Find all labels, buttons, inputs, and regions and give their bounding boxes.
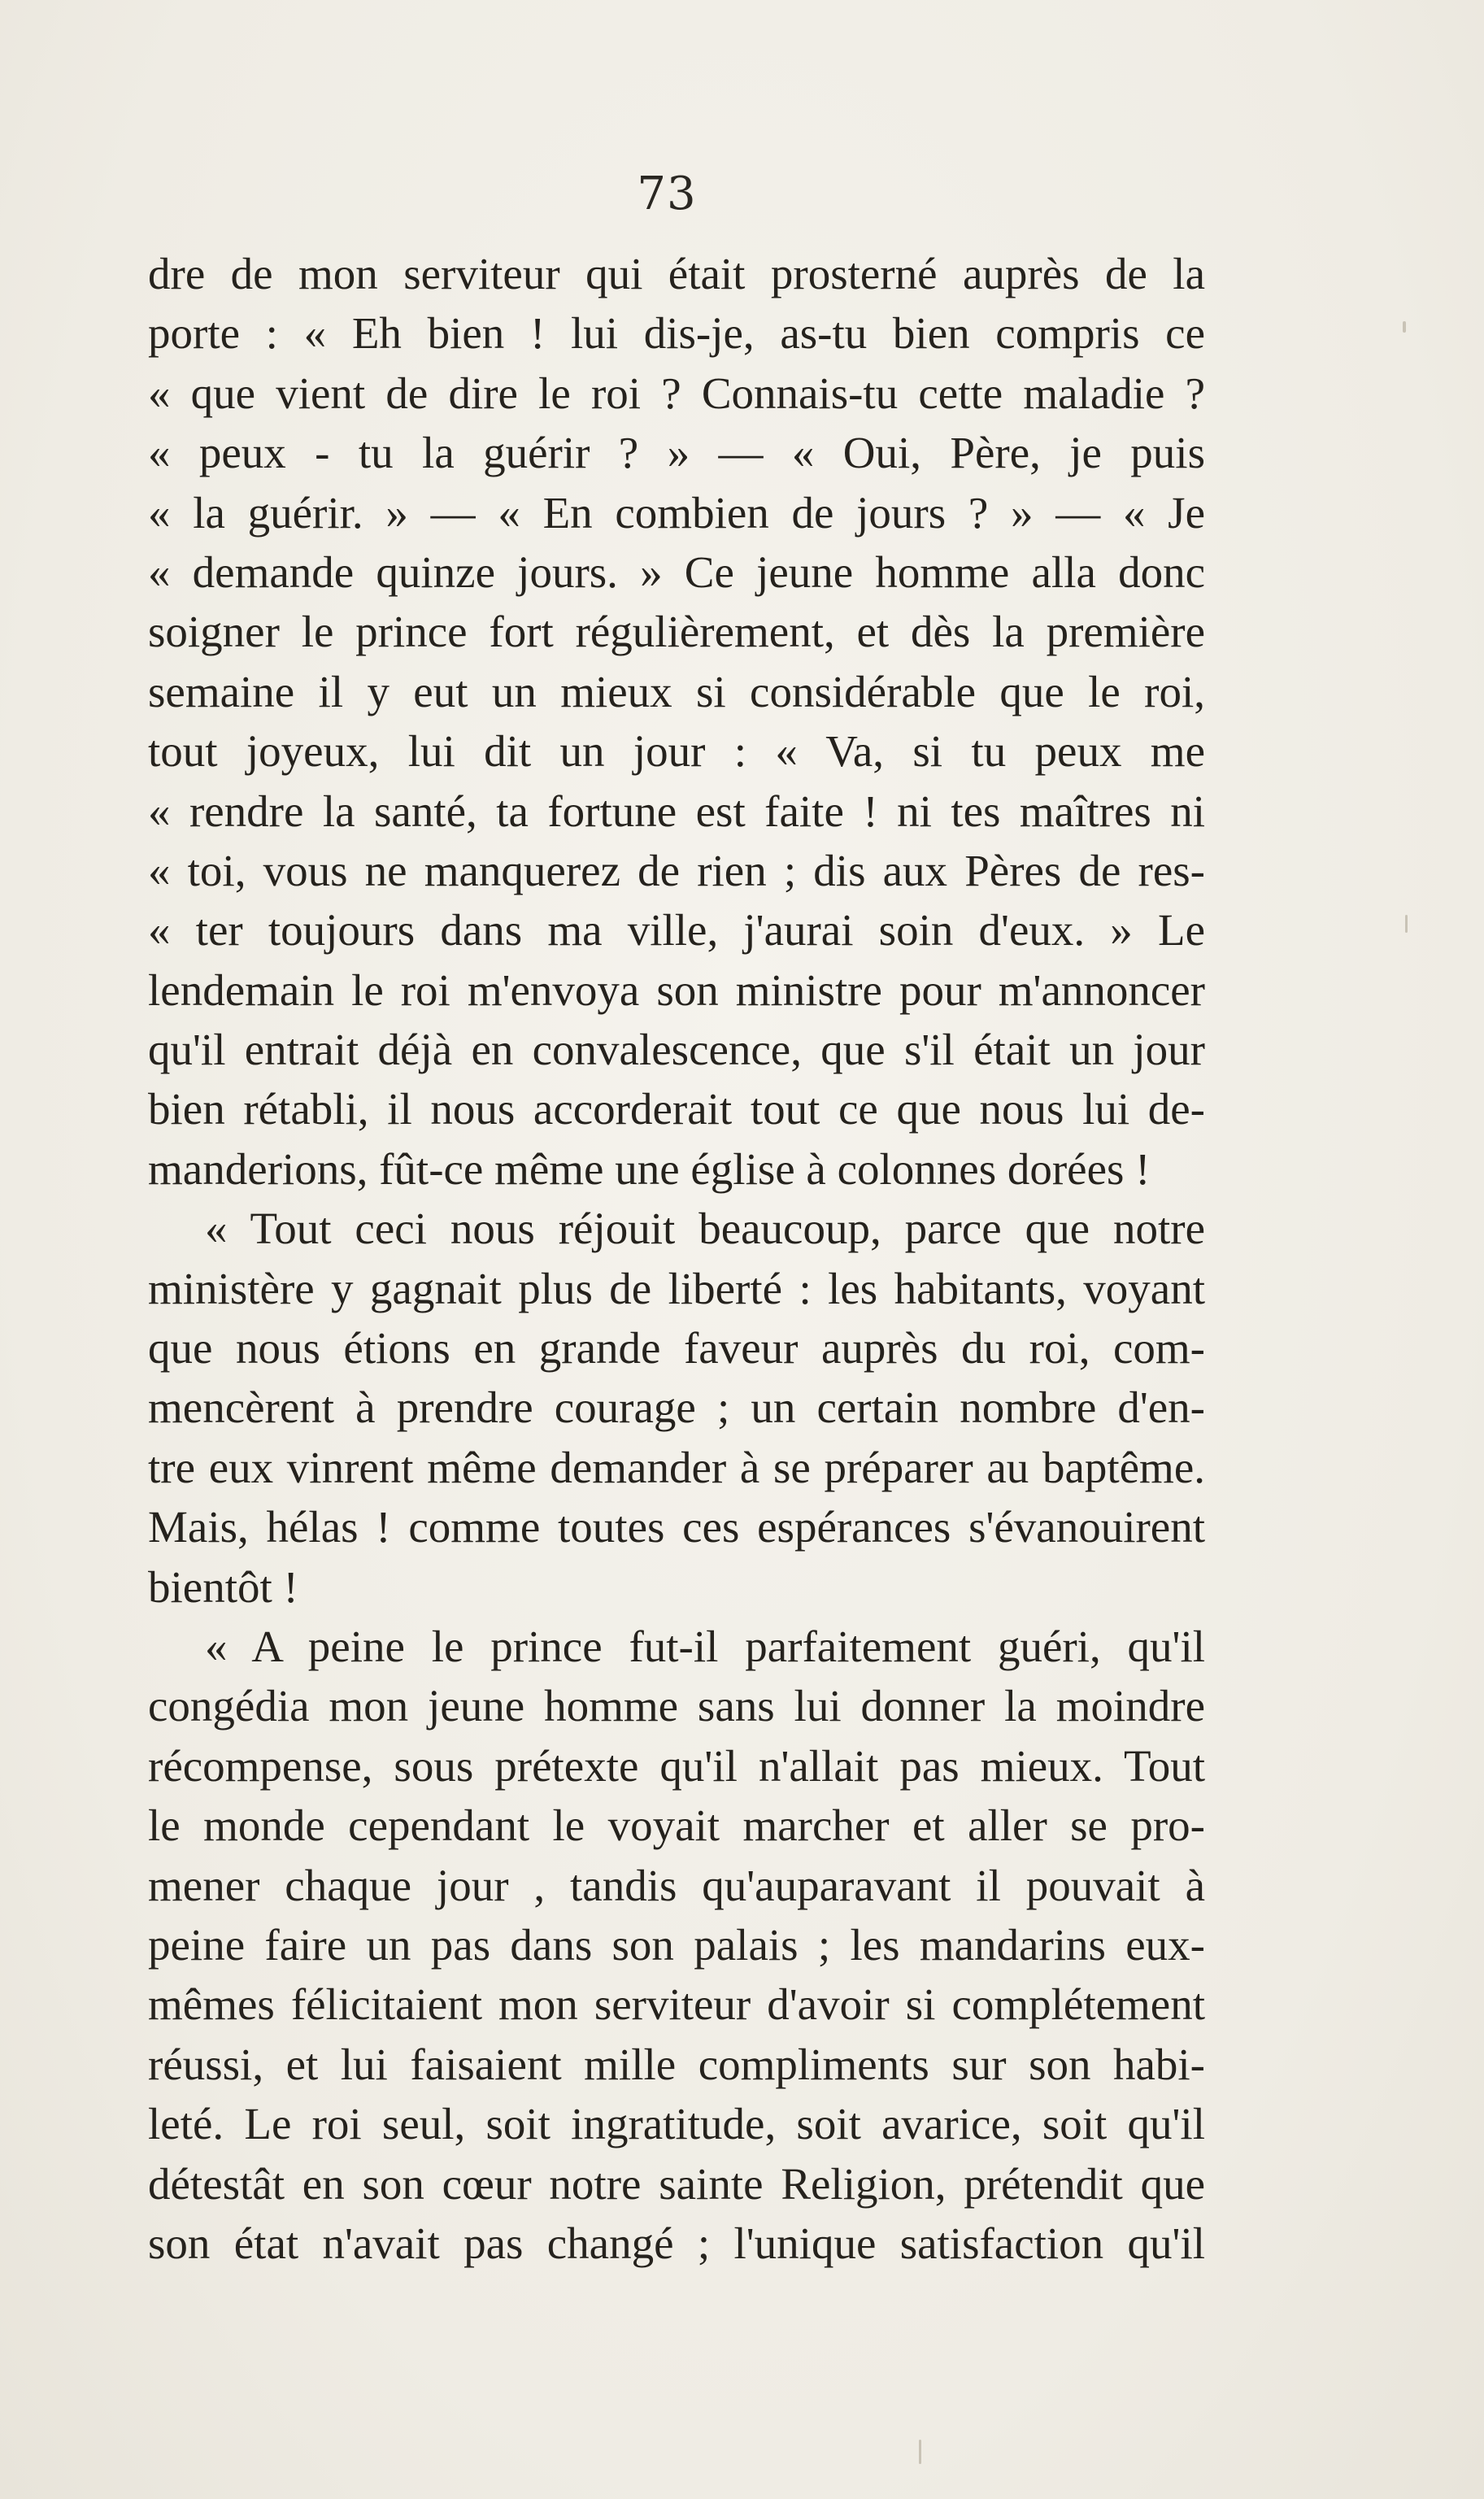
text-line: lendemain le roi m'envoya son ministre pour m'annoncer xyxy=(148,964,1205,1015)
paper-speck xyxy=(1405,915,1408,933)
paragraph-end-line: bientôt ! xyxy=(148,1561,298,1612)
text-line: tre eux vinrent même demander à se préparer au baptême. xyxy=(148,1442,1205,1492)
paper-speck xyxy=(919,2440,921,2464)
paragraph-end-line: manderions, fût-ce même une église à colonnes dorées ! xyxy=(148,1143,1151,1194)
text-line: « rendre la santé, ta fortune est faite ! ni tes maîtres ni xyxy=(148,786,1205,836)
text-line: mêmes félicitaient mon serviteur d'avoir si complétement xyxy=(148,1979,1205,2030)
text-line: « ter toujours dans ma ville, j'aurai soin d'eux. » Le xyxy=(148,905,1205,956)
text-line: Mais, hélas ! comme toutes ces espérances s'évanouirent xyxy=(148,1502,1205,1552)
text-line: porte : « Eh bien ! lui dis-je, as-tu bien compris ce xyxy=(148,308,1205,359)
body-text xyxy=(148,244,1205,2273)
text-line: qu'il entrait déjà en convalescence, que s'il était un jour xyxy=(148,1025,1205,1075)
text-line: mencèrent à prendre courage ; un certain nombre d'en- xyxy=(148,1382,1205,1433)
paragraph-start-line: « A peine le prince fut-il parfaitement guéri, qu'il xyxy=(205,1621,1205,1671)
text-line: son état n'avait pas changé ; l'unique satisfaction qu'il xyxy=(148,2218,1205,2268)
text-line: dre de mon serviteur qui était prosterné auprès de la xyxy=(148,249,1205,298)
text-line: récompense, sous prétexte qu'il n'allait pas mieux. Tout xyxy=(148,1740,1205,1791)
paper-speck xyxy=(1403,321,1406,333)
text-line: soigner le prince fort régulièrement, et dès la première xyxy=(148,607,1205,657)
text-line: « que vient de dire le roi ? Connais-tu cette maladie ? xyxy=(148,368,1205,418)
text-line: tout joyeux, lui dit un jour : « Va, si tu peux me xyxy=(148,726,1205,777)
text-line: mener chaque jour , tandis qu'auparavant il pouvait à xyxy=(148,1860,1205,1910)
text-line: « la guérir. » — « En combien de jours ? » — « Je xyxy=(148,487,1205,538)
text-line: réussi, et lui faisaient mille compliments sur son habi- xyxy=(148,2039,1205,2089)
text-line: détestât en son cœur notre sainte Religion, prétendit que xyxy=(148,2158,1205,2209)
text-line: le monde cependant le voyait marcher et aller se pro- xyxy=(148,1800,1205,1851)
text-line: congédia mon jeune homme sans lui donner la moindre xyxy=(148,1681,1205,1731)
text-line: peine faire un pas dans son palais ; les mandarins eux- xyxy=(148,1919,1205,1970)
text-line: « toi, vous ne manquerez de rien ; dis aux Pères de res- xyxy=(148,845,1205,895)
text-line: semaine il y eut un mieux si considérable que le roi, xyxy=(148,666,1205,716)
text-line: bien rétabli, il nous accorderait tout ce que nous lui de- xyxy=(148,1084,1205,1134)
text-line: ministère y gagnait plus de liberté : les habitants, voyant xyxy=(148,1263,1205,1313)
page-number: 73 xyxy=(637,168,697,220)
text-line: leté. Le roi seul, soit ingratitude, soit avarice, soit qu'il xyxy=(148,2099,1205,2149)
text-line: que nous étions en grande faveur auprès du roi, com- xyxy=(148,1323,1205,1374)
text-line: « peux - tu la guérir ? » — « Oui, Père, je puis xyxy=(148,428,1205,478)
text-line: « demande quinze jours. » Ce jeune homme alla donc xyxy=(148,546,1205,597)
paragraph-start-line: « Tout ceci nous réjouit beaucoup, parce que notre xyxy=(205,1204,1205,1254)
